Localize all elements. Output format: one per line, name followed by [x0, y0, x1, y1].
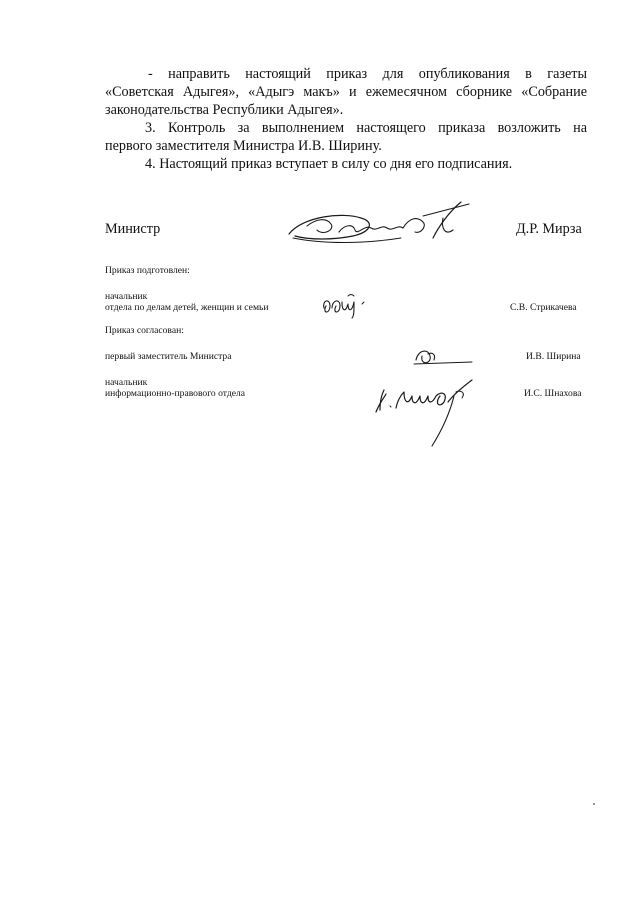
- publication-directive-line-2: «Советская Адыгея», «Адыгэ макъ» и ежемесячном сборнике «Собрание: [105, 84, 587, 100]
- approver-1-name: И.В. Ширина: [526, 351, 581, 362]
- minister-name: Д.Р. Мирза: [516, 221, 582, 237]
- control-clause-line-2: первого заместителя Министра И.В. Ширину.: [105, 138, 382, 154]
- approver-2-position-line-1: начальник: [105, 377, 148, 388]
- preparer-signature: [318, 290, 378, 320]
- publication-directive-line-1: - направить настоящий приказ для опубликования в газеты: [148, 66, 587, 82]
- minister-title: Министр: [105, 221, 161, 237]
- approver-1-position: первый заместитель Министра: [105, 351, 232, 362]
- approver-2-signature: [372, 372, 492, 452]
- publication-directive-line-3: законодательства Республики Адыгея».: [105, 102, 344, 118]
- approver-1-signature: [410, 342, 480, 372]
- prepared-heading: Приказ подготовлен:: [105, 265, 190, 276]
- effective-date-clause: 4. Настоящий приказ вступает в силу со дня его подписания.: [145, 156, 513, 172]
- prepared-name: С.В. Стрикачева: [510, 302, 577, 313]
- prepared-position-line-1: начальник: [105, 291, 148, 302]
- scan-speck: [593, 803, 595, 805]
- control-clause-line-1: 3. Контроль за выполнением настоящего приказа возложить на: [145, 120, 587, 136]
- approver-2-position-line-2: информационно-правового отдела: [105, 388, 246, 399]
- approver-2-name: И.С. Шнахова: [524, 388, 582, 399]
- minister-signature: [283, 188, 473, 258]
- approved-heading: Приказ согласован:: [105, 325, 184, 336]
- prepared-position-line-2: отдела по делам детей, женщин и семьи: [105, 302, 269, 313]
